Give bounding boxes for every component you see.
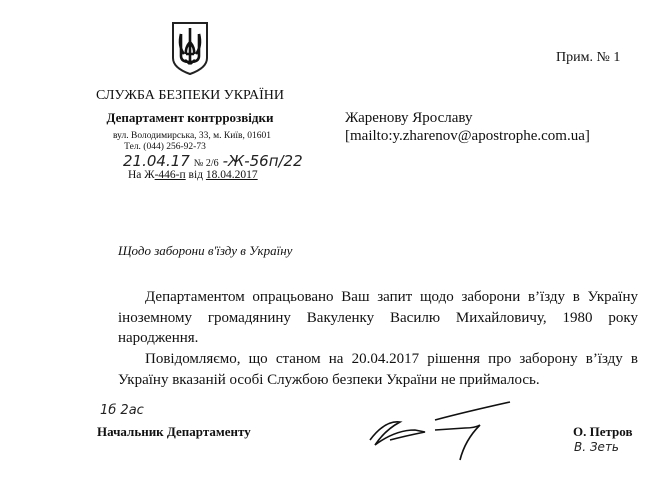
executor-initials: В. Зеть — [574, 440, 619, 454]
recipient-email: [mailto:y.zharenov@apostrophe.com.ua] — [345, 128, 590, 144]
reference-prefix: На Ж — [128, 169, 155, 181]
sender-phone: Тел. (044) 256-92-73 — [124, 142, 206, 152]
signatory-position: Начальник Департаменту — [97, 424, 251, 439]
department-name: Департамент контррозвідки — [106, 110, 274, 125]
outgoing-number: -Ж-56п/22 — [222, 152, 303, 170]
outgoing-number-prefix: № 2/6 — [193, 158, 219, 169]
sender-address: вул. Володимирська, 33, м. Київ, 01601 — [113, 131, 271, 141]
reference-line — [128, 169, 258, 181]
reference-from: від — [188, 169, 204, 181]
signatory-name: О. Петров — [573, 424, 633, 439]
outgoing-date: 21.04.17 — [123, 152, 190, 170]
reference-number: -446-п — [154, 169, 186, 181]
paragraph-1: Департаментом опрацьовано Ваш запит щодо заборони в’їзду в Україну іноземному громадянину Вакуленку Василю Михайловичу, 1980 року народження. — [118, 289, 638, 346]
recipient-name: Жаренову Ярославу — [345, 110, 473, 126]
signature-graphic — [365, 400, 515, 470]
subject-line: Щодо заборони в'їзду в Україну — [118, 243, 293, 258]
annex-label: Прим. № 1 — [556, 50, 621, 65]
coat-of-arms-icon — [170, 20, 210, 81]
reference-date: 18.04.2017 — [205, 169, 258, 181]
paragraph-2: Повідомляємо, що станом на 20.04.2017 рішення про заборону в’їзду в Україну вказаній особі Службою безпеки України не приймалось. — [118, 351, 638, 388]
handwritten-note: 1б 2ас — [100, 403, 144, 418]
org-name: СЛУЖБА БЕЗПЕКИ УКРАЇНИ — [95, 88, 285, 103]
